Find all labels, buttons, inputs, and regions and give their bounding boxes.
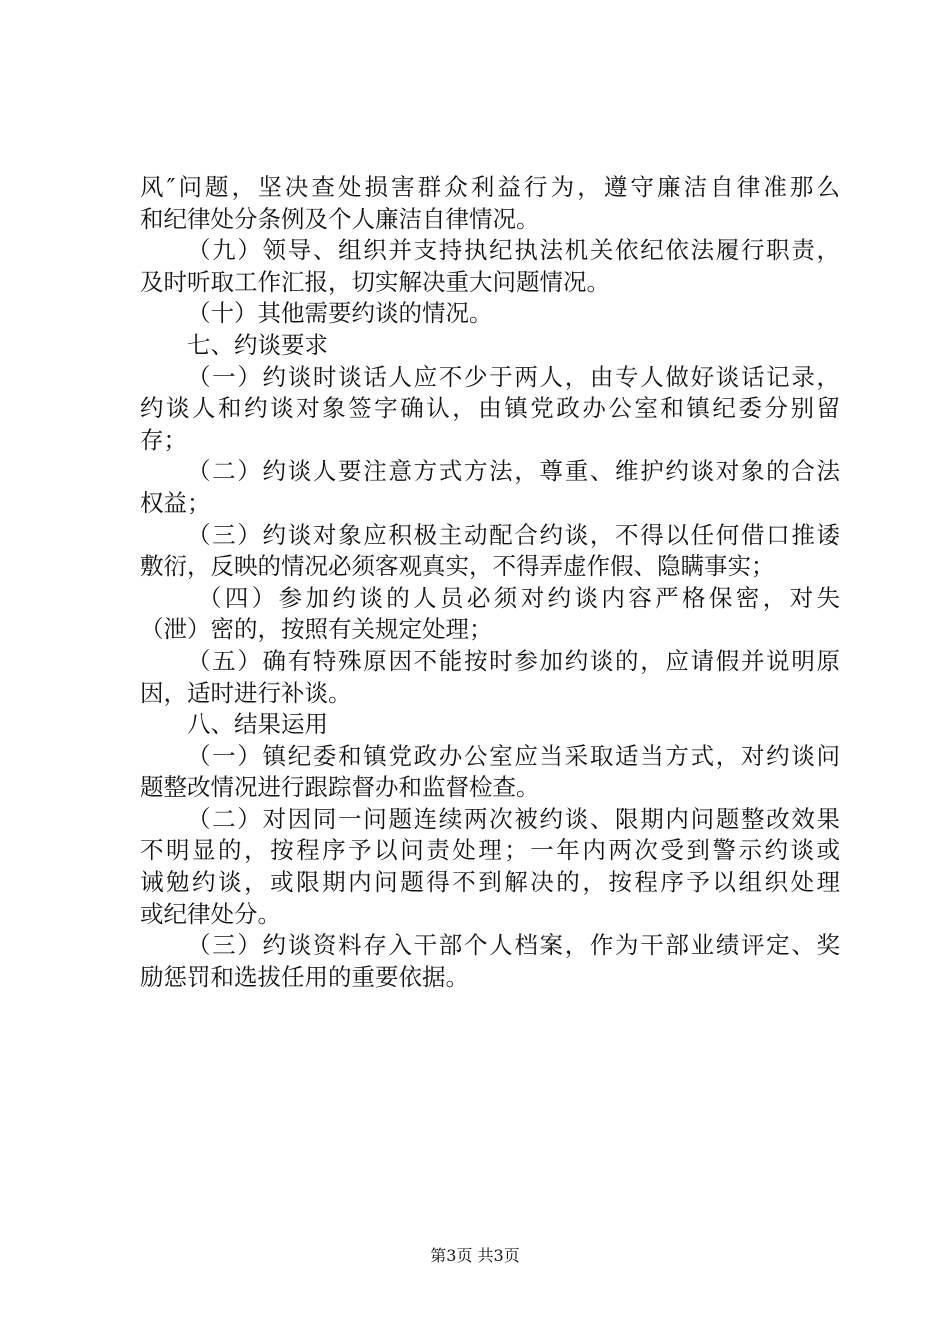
text-line: （九）领导、组织并支持执纪执法机关依纪依法履行职责， (187, 236, 840, 265)
text-line: （五）确有特殊原因不能按时参加约谈的，应请假并说明原 (187, 646, 840, 675)
text-line: （三）约谈对象应积极主动配合约谈，不得以任何借口推诿 (187, 520, 840, 549)
text-line: （泄）密的，按照有关规定处理； (140, 615, 493, 644)
page-footer: 第3页 共3页 (430, 1246, 520, 1265)
text-line: 诫勉约谈，或限期内问题得不到解决的，按程序予以组织处理 (140, 868, 840, 897)
text-line: （一）镇纪委和镇党政办公室应当采取适当方式，对约谈问 (187, 741, 840, 770)
text-line: 风″问题，坚决查处损害群众利益行为，遵守廉洁自律准那么 (140, 173, 840, 201)
text-line: 和纪律处分条例及个人廉洁自律情况。 (140, 204, 540, 233)
text-line: 因，适时进行补谈。 (140, 678, 352, 707)
text-line: 权益； (140, 488, 211, 517)
text-line: 不明显的，按程序予以问责处理；一年内两次受到警示约谈或 (140, 836, 840, 865)
text-line: 题整改情况进行跟踪督办和监督检查。 (140, 773, 540, 802)
body-text (140, 172, 840, 993)
text-line: （十）其他需要约谈的情况。 (187, 299, 493, 328)
text-line: （二）约谈人要注意方式方法，尊重、维护约谈对象的合法 (187, 457, 840, 486)
text-line: （四）参加约谈的人员必须对约谈内容严格保密，对失 (198, 583, 840, 612)
text-line: （二）对因同一问题连续两次被约谈、限期内问题整改效果 (187, 804, 840, 833)
text-line: 约谈人和约谈对象签字确认，由镇党政办公室和镇纪委分别留 (140, 394, 840, 423)
text-line: 存； (140, 425, 187, 454)
section-heading: 七、约谈要求 (187, 330, 328, 359)
text-line: 或纪律处分。 (140, 899, 281, 928)
text-line: 励惩罚和选拔任用的重要依据。 (140, 962, 469, 991)
section-heading: 八、结果运用 (187, 710, 328, 739)
text-line: 敷衍，反映的情况必须客观真实，不得弄虚作假、隐瞒事实； (140, 552, 775, 581)
text-line: 及时听取工作汇报，切实解决重大问题情况。 (140, 267, 610, 296)
text-line: （三）约谈资料存入干部个人档案，作为干部业绩评定、奖 (187, 931, 840, 960)
text-line: （一）约谈时谈话人应不少于两人，由专人做好谈话记录， (187, 362, 840, 391)
